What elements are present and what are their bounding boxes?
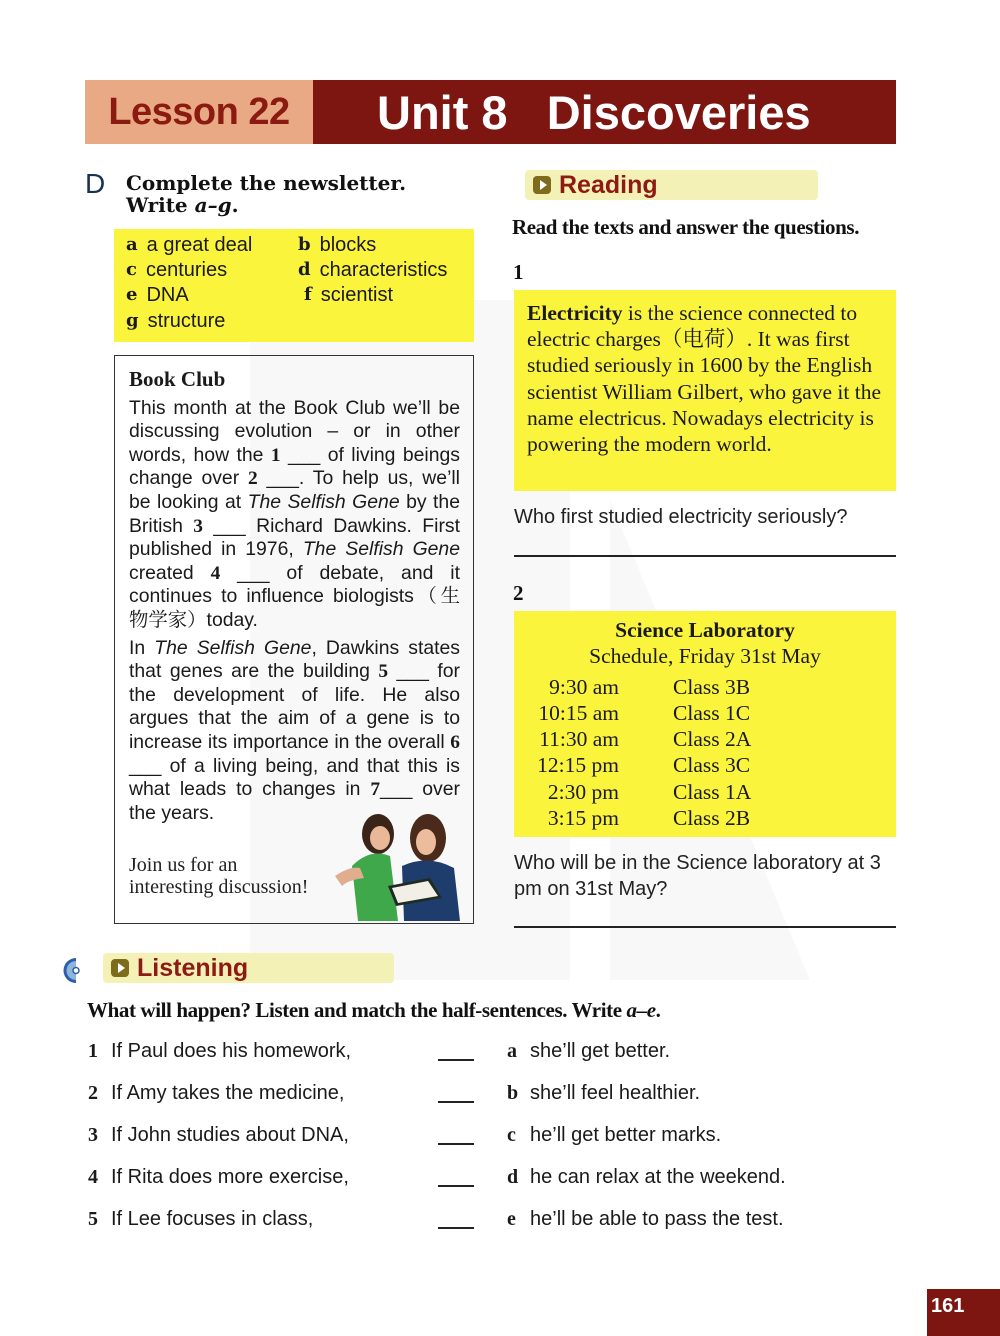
word-item xyxy=(298,259,447,282)
answer-blank[interactable] xyxy=(438,1101,474,1103)
play-icon xyxy=(533,176,551,194)
ending-letter: b xyxy=(507,1082,519,1104)
book-club-title: Book Club xyxy=(129,367,226,391)
answer-blank[interactable] xyxy=(438,1227,474,1229)
text: created xyxy=(129,561,211,584)
word-text: a great deal xyxy=(146,234,253,256)
text: by the British xyxy=(129,490,460,537)
listening-section-banner xyxy=(103,953,394,983)
match-item xyxy=(88,1082,888,1108)
schedule-time: 3:15 pm xyxy=(547,806,619,830)
word-item xyxy=(304,284,393,307)
word-key: f xyxy=(304,284,312,305)
text: ___ of a living being, and that this is what leads to changes in xyxy=(129,754,460,801)
text: In xyxy=(129,636,155,659)
instruction-suffix: . xyxy=(231,193,239,217)
text: ___ of debate, and it continues to influence biologists（生物学家）today. xyxy=(129,561,460,631)
ending-letter: e xyxy=(507,1208,516,1230)
electricity-text xyxy=(514,290,896,491)
schedule-class: Class 2A xyxy=(673,727,752,751)
word-key: c xyxy=(126,259,137,280)
reading-section-banner xyxy=(525,170,818,200)
join-invitation xyxy=(129,854,308,898)
item-start: If John studies about DNA, xyxy=(111,1124,349,1146)
schedule-row xyxy=(514,780,896,806)
schedule-subtitle: Schedule, Friday 31st May xyxy=(589,644,821,668)
reading-heading: Reading xyxy=(559,170,658,199)
schedule-row xyxy=(514,701,896,727)
electricity-term: Electricity xyxy=(527,301,623,325)
item-start: If Amy takes the medicine, xyxy=(111,1082,345,1104)
answer-line-1[interactable] xyxy=(514,555,896,557)
match-item xyxy=(88,1124,888,1150)
exercise-letter: D xyxy=(85,168,106,199)
text: ___ over the years. xyxy=(129,778,460,824)
schedule-row xyxy=(514,675,896,701)
schedule-time: 10:15 am xyxy=(538,701,619,725)
cd-icon[interactable] xyxy=(63,957,88,984)
blank-number: 1 xyxy=(270,444,281,466)
item-number: 4 xyxy=(88,1166,98,1188)
match-item xyxy=(88,1166,888,1192)
answer-blank[interactable] xyxy=(438,1059,474,1061)
book-club-newsletter xyxy=(114,355,474,924)
schedule-row xyxy=(514,753,896,779)
photo-girls-reading xyxy=(330,806,470,921)
word-key: g xyxy=(126,310,139,331)
instruction-prefix: Write xyxy=(126,193,195,217)
instruction-line-1: Complete the newsletter. xyxy=(126,171,407,195)
word-bank xyxy=(114,229,474,342)
book-title: The Selfish Gene xyxy=(302,538,461,561)
ending-letter: a xyxy=(507,1040,517,1062)
book-title: The Selfish Gene xyxy=(154,636,312,659)
item-start: If Lee focuses in class, xyxy=(111,1208,314,1230)
item-ending: he’ll get better marks. xyxy=(530,1124,722,1146)
schedule-row xyxy=(514,806,896,832)
reading-instruction: Read the texts and answer the questions. xyxy=(512,215,860,239)
blank-number: 5 xyxy=(378,661,389,683)
word-key: a xyxy=(126,234,138,255)
blank-number: 7 xyxy=(370,779,381,801)
item-start: If Rita does more exercise, xyxy=(111,1166,349,1188)
word-item xyxy=(298,234,376,257)
text: ___ Richard Dawkins. First published in 1976, xyxy=(129,514,461,561)
instruction-range: a–e xyxy=(626,998,656,1022)
word-text: blocks xyxy=(319,234,377,256)
item-ending: she’ll get better. xyxy=(530,1040,671,1062)
unit-title: Unit 8 Discoveries xyxy=(313,80,896,144)
text-number-1: 1 xyxy=(513,260,524,284)
schedule-class: Class 1C xyxy=(673,701,751,725)
listening-instruction xyxy=(87,998,661,1023)
word-key: d xyxy=(298,259,311,280)
text: , Dawkins states that genes are the building xyxy=(129,636,460,683)
answer-line-2[interactable] xyxy=(514,926,896,928)
item-number: 2 xyxy=(88,1082,98,1104)
word-item xyxy=(126,259,227,282)
item-ending: he’ll be able to pass the test. xyxy=(530,1208,784,1230)
ending-letter: d xyxy=(507,1166,519,1188)
ending-letter: c xyxy=(507,1124,516,1146)
word-item xyxy=(126,310,225,333)
question-2: Who will be in the Science laboratory at 3 pm on 31st May? xyxy=(514,852,881,900)
join-line-1: Join us for an xyxy=(129,854,238,876)
item-start: If Paul does his homework, xyxy=(111,1040,352,1062)
lesson-header xyxy=(85,80,896,144)
schedule-time: 2:30 pm xyxy=(547,780,619,804)
word-key: b xyxy=(298,234,311,255)
answer-blank[interactable] xyxy=(438,1185,474,1187)
text: ___ for the development of life. He also argues that the aim of a gene is to increase its importance in the overall xyxy=(129,660,461,753)
listening-heading: Listening xyxy=(137,953,249,982)
blank-number: 6 xyxy=(450,731,460,753)
schedule-title: Science Laboratory xyxy=(615,618,795,642)
blank-number: 2 xyxy=(248,468,258,490)
newsletter-paragraph-1 xyxy=(129,397,460,633)
book-title: The Selfish Gene xyxy=(247,490,400,513)
word-key: e xyxy=(126,284,138,305)
blank-number: 4 xyxy=(210,562,221,584)
question-1: Who first studied electricity seriously? xyxy=(514,506,848,528)
item-ending: she’ll feel healthier. xyxy=(530,1082,701,1104)
newsletter-paragraph-2 xyxy=(129,637,460,826)
schedule-class: Class 3C xyxy=(673,753,751,777)
exercise-d-instruction xyxy=(126,172,406,216)
blank-number: 3 xyxy=(193,515,203,537)
text: ___ of living beings change over xyxy=(129,443,460,490)
lab-schedule xyxy=(514,611,896,837)
match-item xyxy=(88,1040,888,1066)
electricity-body: is the science connected to electric charges（电荷）. It was first studied seriously in 1600 by the English scientist William Gilbert, who gave it the name electricus. Nowadays electricity is powering the modern world. xyxy=(527,301,882,457)
item-number: 1 xyxy=(88,1040,98,1062)
answer-blank[interactable] xyxy=(438,1143,474,1145)
schedule-time: 9:30 am xyxy=(549,675,619,699)
schedule-class: Class 1A xyxy=(673,780,752,804)
instruction-range: a–g xyxy=(194,193,232,217)
schedule-class: Class 3B xyxy=(673,675,751,699)
word-item xyxy=(126,234,252,257)
word-item xyxy=(126,284,189,307)
instruction-text: What will happen? Listen and match the half-sentences. Write xyxy=(87,998,627,1022)
page-number: 161 xyxy=(927,1289,1000,1336)
schedule-time: 11:30 am xyxy=(539,727,619,751)
text: ___. To help us, we’ll be looking at xyxy=(129,467,460,513)
word-text: structure xyxy=(147,310,226,332)
word-text: centuries xyxy=(145,259,228,281)
word-text: DNA xyxy=(146,284,189,306)
item-number: 5 xyxy=(88,1208,98,1230)
text: This month at the Book Club we’ll be discussing evolution – or in other words, how the xyxy=(129,396,460,466)
schedule-time: 12:15 pm xyxy=(537,753,619,777)
schedule-class: Class 2B xyxy=(673,806,751,830)
item-number: 3 xyxy=(88,1124,98,1146)
item-ending: he can relax at the weekend. xyxy=(530,1166,786,1188)
instruction-line-2 xyxy=(126,194,406,216)
schedule-row xyxy=(514,727,896,753)
match-item xyxy=(88,1208,888,1234)
play-icon xyxy=(111,959,129,977)
word-text: scientist xyxy=(320,284,393,306)
join-line-2: interesting discussion! xyxy=(129,876,309,898)
text-number-2: 2 xyxy=(513,581,524,605)
lesson-label: Lesson 22 xyxy=(85,80,313,144)
instruction-suffix: . xyxy=(655,998,661,1022)
word-text: characteristics xyxy=(319,259,448,281)
